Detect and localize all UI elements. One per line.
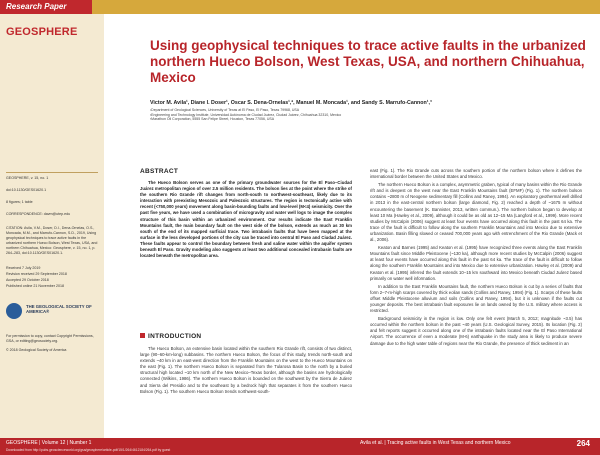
abstract-heading: ABSTRACT xyxy=(140,168,179,175)
download-note[interactable]: Downloaded from http://pubs.geoscienceworld.org/gsa/geosphere/article-pdf/15/1/264/4612184/264.pdf by guest xyxy=(6,448,171,452)
received-date: Received 7 July 2019 xyxy=(6,266,41,270)
revision-date: Revision received 29 September 2018 xyxy=(6,272,67,276)
right-column xyxy=(370,168,582,349)
gsa-logo xyxy=(6,301,98,323)
citation: CITATION: Avila, V.M., Doser, D.I., Dena-Ornelas, O.S., Moncada, M.M., and Marrufo-Cannon, S.D., 2019, Using geophysical techniques to trace active faults in the urbanized northern Hueco Bolson, West Texas, USA, and northern Chihuahua, Mexico: Geosphere, v. 15, no. 1, p. 264–283, doi:10.1130/GES01620.1. xyxy=(6,226,98,255)
body-paragraph-4: In addition to the East Franklin Mountains fault, the northern Hueco Bolson is cut by a series of faults that form 2–7-m-high scarps covered by thick eolian sands (Collins and Raney, 1994) (Fig. 1). Scarps of these faults offset Middle Pleistocene alluvium and soils (Collins and Raney, 1994), but it is unknown if the faults cut younger deposits. The best intrabasin fault exposures lie on lands owned by the U.S. military where access is restricted. xyxy=(370,283,582,314)
section-label: Research Paper xyxy=(0,0,92,14)
section-marker-icon xyxy=(140,333,145,338)
left-column xyxy=(140,180,352,261)
intro-paragraph-1: The Hueco Bolson, an extensive basin located within the southern Rio Grande rift, consists of two distinct, large (90–60-km-long) subbasins. The northern Hueco Bolson, the focus of this study, trends north-south and extends ~40 km in an east-west direction from the Franklin Mountains on the west to the Hueco Mountains on the east (Fig. 1). The northern Hueco Bolson is separated from the Tularosa Basin to the north by a buried structural high located ~10 km north of the New Mexico–Texas border, although the basins are hydrologically connected (Wilkins, 1986). The northern Hueco Bolson is bounded on the southwest by the Sierra de Juárez and Sierra del Presidio and to the southeast by a bedrock high that separates it from the southern Hueco Bolson (Fig. 1). The southern Hueco Bolson trends northwest-south- xyxy=(140,346,352,394)
affiliation-2: ²Engineering and Technology Institute, Universidad Autónoma de Ciudad Juárez, Ciudad Juárez, Chihuahua 32310, Mexico xyxy=(150,112,342,117)
doi-link[interactable]: doi:10.1130/GES01620.1 xyxy=(6,188,47,192)
sidebar-divider xyxy=(6,172,98,173)
globe-icon xyxy=(6,303,22,319)
introduction-heading: INTRODUCTION xyxy=(140,333,201,340)
affiliation-1: ¹Department of Geological Sciences, University of Texas at El Paso, El Paso, Texas 79968, USA xyxy=(150,108,300,112)
footer-journal: GEOSPHERE | Volume 12 | Number 1 xyxy=(6,440,92,446)
affiliations xyxy=(150,108,590,122)
intro-column xyxy=(140,346,352,397)
published-date: Published online 21 November 2018 xyxy=(6,284,64,288)
article-title: Using geophysical techniques to trace active faults in the urbanized northern Hueco Bolson, West Texas, USA, and northern Chihuahua, Mexico xyxy=(150,38,586,85)
body-paragraph-5: Background seismicity in the region is low. Only one felt event (March 5, 2012; magnitude ~3.5) has occurred within the northern bolson in the past ~40 years (U.S. Geological Survey, 2015). Its location (Fig. 2) and felt reports suggest it occurred along one of the intrabasin faults located near the El Paso International Airport. The occurrence of even a moderate (M-6) earthquake in the study area is likely to produce severe damage due to the high water table of regions near the Rio Grande, the presence of thick sediment in an xyxy=(370,316,582,346)
gsa-label: THE GEOLOGICAL SOCIETY OF AMERICA® xyxy=(26,304,92,314)
page-footer xyxy=(0,438,600,455)
accepted-date: Accepted 29 October 2018 xyxy=(6,278,49,282)
volume-info: GEOSPHERE, v. 15, no. 1 xyxy=(6,176,49,180)
top-banner xyxy=(0,0,600,14)
page-number: 264 xyxy=(576,439,590,448)
journal-name: GEOSPHERE xyxy=(6,26,78,38)
copyright: © 2018 Geological Society of America xyxy=(6,348,67,352)
body-paragraph-1: east (Fig. 1). The Rio Grande cuts across the southern portion of the northern bolson where it defines the international border between the United States and Mexico. xyxy=(370,168,582,180)
permission-note: For permission to copy, contact Copyright Permissions, GSA, or editing@geosociety.org. xyxy=(6,334,94,343)
footer-running-head: Avila et al. | Tracing active faults in West Texas and northern Mexico xyxy=(360,440,511,446)
correspondence[interactable]: CORRESPONDENCE: davm@utep.edu xyxy=(6,212,71,216)
body-paragraph-2: The northern Hueco Bolson is a complex, asymmetric graben, typical of many basins within the Rio Grande rift and is deepest on the west near the East Franklin Mountains fault (EFMF) (Fig. 1). The northern bolson contains ~2800 m of Neogene sedimentary fill (Collins and Raney, 1994). An exploratory geothermal well drilled in 2013 in the east-central northern bolson (large diamond, Fig. 2) reached a depth of ~1675 m without encountering the basement (K. Bannister, 2013, written commun.). The northern bolson began to develop at least 10 Ma (Hawley et al., 2009), although it could be as old as 12–15 Ma (Langford et al., 1999). More recent studies by McCalpin (2006) suggest at least four events have occurred along this fault in the past 64 ka. The trace of the fault is difficult to follow along the southern Franklin Mountains and into Mexico due to extensive urbanization. Basin filling slowed or ceased 700,000 years ago with entrenchment of the Rio Grande (Mack et al., 2006). xyxy=(370,182,582,243)
body-paragraph-3: Keaton and Barnes (1995) and Keaton et al. (1995) have recognized three events along the East Franklin Mountains fault since Middle Pleistocene (~130 ka), although more recent studies by McCalpin (2006) suggest at least four events have occurred along this fault in the past 64 ka. The trace of the fault is difficult to follow along the southern Franklin Mountains and into Mexico due to extensive urbanization. Hawley et al. (2009) and Keaton et al. (1995) inferred the fault extends 10–15 km southward into Mexico beneath Ciudad Juárez based primarily on water well information. xyxy=(370,245,582,281)
abstract-text: The Hueco Bolson serves as one of the primary groundwater sources for the El Paso–Ciudad Juárez metropolitan region of over 2.5 million residents. The bolson lies at the point where the strike of the southern Rio Grande rift changes from north-south to northwest-southeast, likely due to its interaction with preexisting Mesozoic and Paleozoic structures. The region is tectonically active with recent (<750,000 years) movement along basin-bounding faults and low-level (M<4) seismicity. Over the past five years, we have used a combination of microgravity and water well logs to image the complex structure of this basin within an urbanized environment. Our results indicate the East Franklin Mountains fault, the main boundary fault on the west side of the bolson, extends as much as 30 km south of the end of its mapped surficial trace. Two intrabasin faults that have been mapped at the surface in the less developed portions of the city can be traced into central El Paso and Ciudad Juárez. These faults appear to control the boundary between fresh and saline water within the aquifer system beneath El Paso. Gravity modeling also suggests at least two additional concealed intrabasin faults are located beneath the metropolitan area. xyxy=(140,180,352,259)
authors: Victor M. Avila¹, Diane I. Doser¹, Oscar S. Dena-Ornelas¹,², Manuel M. Moncada¹, and Sandy S. Marrufo-Cannon¹,³ xyxy=(150,100,432,106)
figure-count: 8 figures; 1 table xyxy=(6,200,33,204)
affiliation-3: ³Marathon Oil Corporation, 5555 San Felipe Street, Houston, Texas 77056, USA xyxy=(150,117,275,122)
